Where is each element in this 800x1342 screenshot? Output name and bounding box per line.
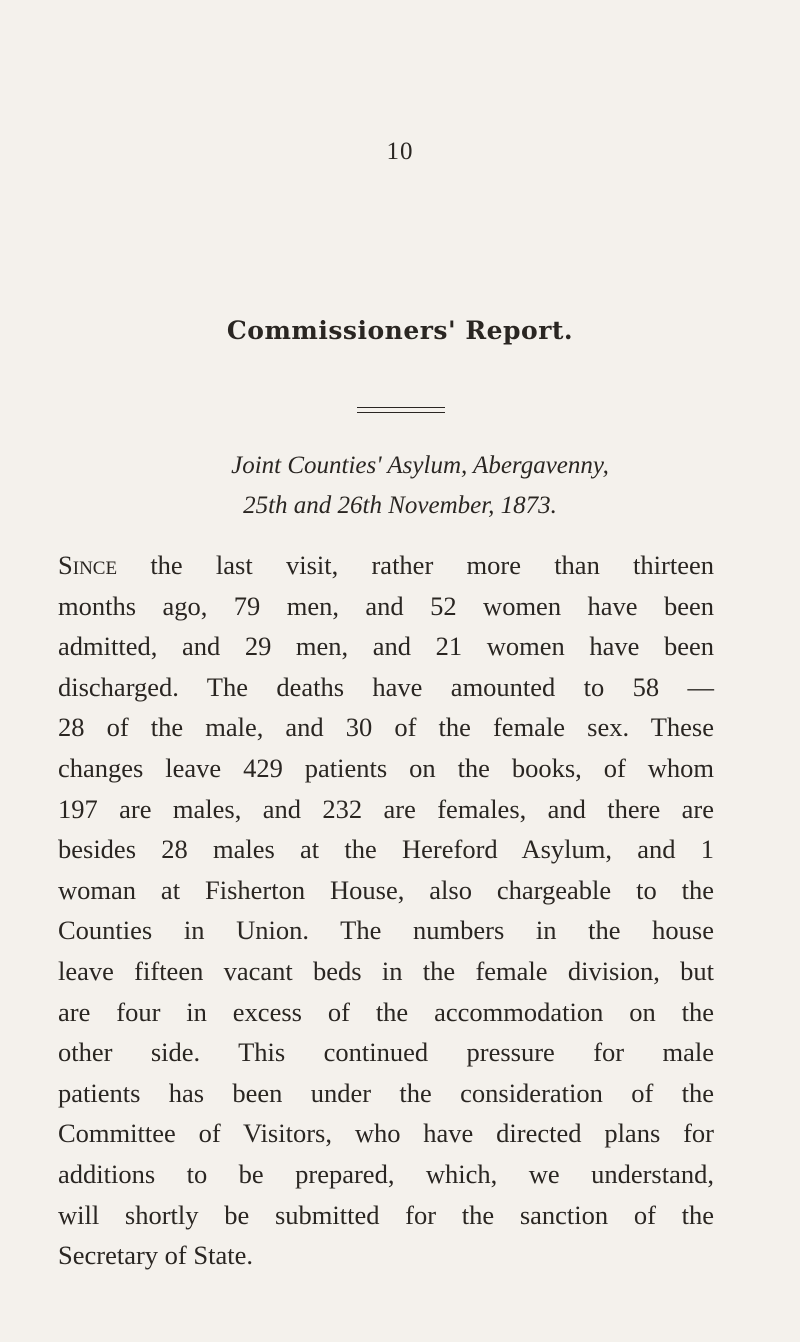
opening-word: Since [58,550,118,580]
body-line: Counties in Union. The numbers in the house [58,915,714,946]
report-body-paragraph [58,545,714,1276]
body-line: 28 of the male, and 30 of the female sex. These [58,712,714,743]
body-line: 197 are males, and 232 are females, and there are [58,793,714,824]
body-line: admitted, and 29 men, and 21 women have been [58,631,714,662]
body-line: will shortly be submitted for the sanction of the [58,1199,714,1230]
body-line: changes leave 429 patients on the books, of whom [58,752,714,783]
body-line-text: the last visit, rather more than thirteen [117,550,714,580]
subtitle-visit-date: 25th and 26th November, 1873. [243,492,557,519]
double-rule-divider [357,407,445,413]
body-line: other side. This continued pressure for male [58,1037,714,1068]
body-line: Committee of Visitors, who have directed plans for [58,1118,714,1149]
body-line: besides 28 males at the Hereford Asylum, and 1 [58,834,714,865]
body-line: leave fifteen vacant beds in the female division, but [58,955,714,986]
report-heading: Commissioners' Report. [226,316,574,345]
page-number: 10 [386,138,414,165]
body-line-last: Secretary of State. [58,1240,253,1271]
body-line: patients has been under the consideration of the [58,1077,714,1108]
body-line: discharged. The deaths have amounted to 58 — [58,671,714,702]
subtitle-asylum-location: Joint Counties' Asylum, Abergavenny, [231,452,609,479]
body-line: woman at Fisherton House, also chargeable to the [58,874,714,905]
body-line: additions to be prepared, which, we understand, [58,1158,714,1189]
body-line: months ago, 79 men, and 52 women have been [58,590,714,621]
body-line: are four in excess of the accommodation on the [58,996,714,1027]
body-line [58,545,714,586]
